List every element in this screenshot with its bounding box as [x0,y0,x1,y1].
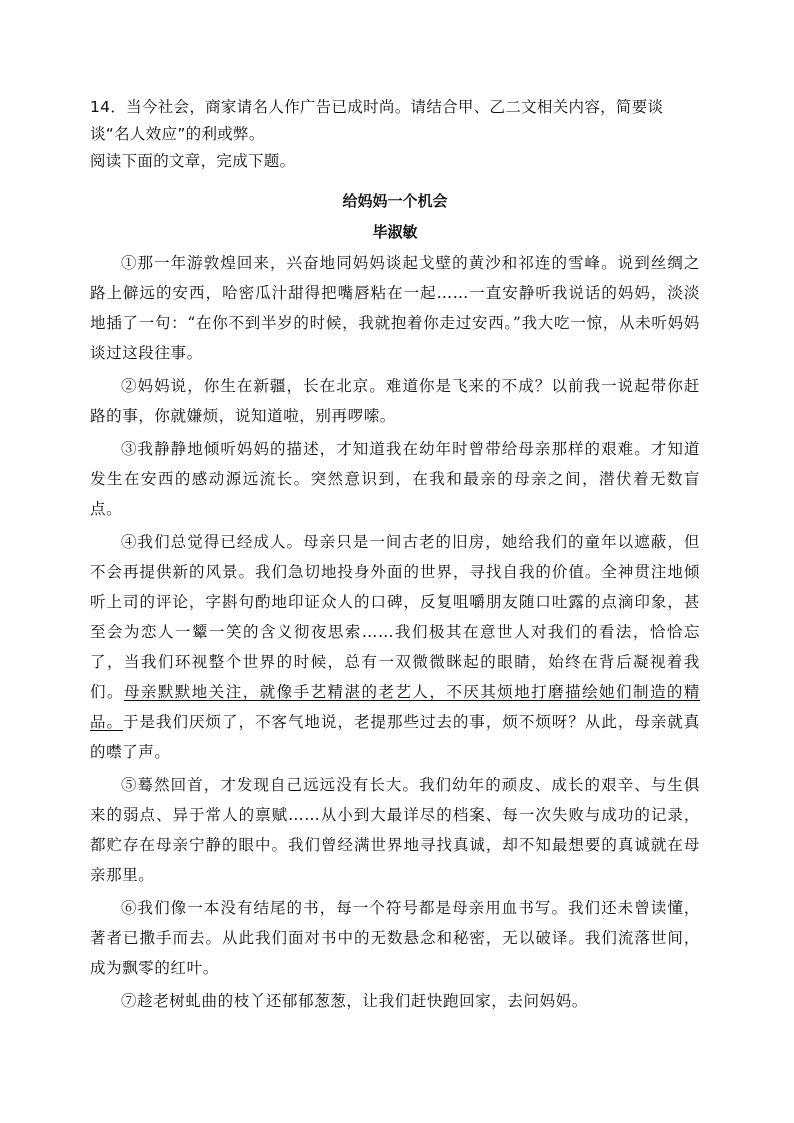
question-block [90,94,700,175]
reading-instruction: 阅读下面的文章，完成下题。 [90,152,296,170]
paragraph-7: ⑦趁老树虬曲的枝丫还郁郁葱葱，让我们赶快跑回家，去问妈妈。 [121,992,588,1010]
paragraph-5: ⑤蓦然回首，才发现自己远远没有长大。我们幼年的顽皮、成长的艰辛、与生俱来的弱点、异于常人的禀赋……从小到大最详尽的档案、每一次失败与成功的记录，都贮存在母亲宁静的眼中。我们曾经满世界地寻找真诚，却不知最想要的真诚就在母亲那里。 [90,776,700,884]
paragraph-1: ①那一年游敦煌回来，兴奋地同妈妈谈起戈壁的黄沙和祁连的雪峰。说到丝绸之路上僻远的安西，哈密瓜汁甜得把嘴唇粘在一起……一直安静听我说话的妈妈，淡淡地插了一句：“在你不到半岁的时候，我就抱着你走过安西。”我大吃一惊，从未听妈妈谈过这段往事。 [90,254,700,362]
article-title: 给妈妈一个机会 [342,192,448,210]
paragraph-2: ②妈妈说，你生在新疆，长在北京。难道你是飞来的不成？以前我一说起带你赶路的事，你就嫌烦，说知道啦，别再啰嗦。 [90,377,700,425]
paragraph-4-part-1: ④我们总觉得已经成人。母亲只是一间古老的旧房，她给我们的童年以遮蔽，但不会再提供新的风景。我们急切地投身外面的世界，寻找自我的价值。全神贯注地倾听上司的评论，字斟句酌地印证众人的口碑，反复咀嚼朋友随口吐露的点滴印象，甚至会为恋人一颦一笑的含义彻夜思索……我们极其在意世人对我们的看法，恰恰忘了，当我们环视整个世界的时候，总有一双微微眯起的眼睛，始终在背后凝视着我们。 [90,533,700,701]
paragraph-4-part-2: 于是我们厌烦了，不客气地说，老提那些过去的事，烦不烦呀？从此，母亲就真的噤了声。 [90,713,700,761]
paragraph-4 [90,527,700,767]
paragraph-3: ③我静静地倾听妈妈的描述，才知道我在幼年时曾带给母亲那样的艰难。才知道发生在安西的感动源远流长。突然意识到，在我和最亲的母亲之间，潜伏着无数盲点。 [90,440,700,518]
underlined-sentence: 母亲默默地关注，就像手艺精湛的老艺人，不厌其烦地打磨描绘她们制造的精品。 [90,683,700,731]
question-14: 14．当今社会，商家请名人作广告已成时尚。请结合甲、乙二文相关内容，简要谈谈“名人效应”的利或弊。 [90,98,664,143]
paragraph-6: ⑥我们像一本没有结尾的书，每一个符号都是母亲用血书写。我们还未曾读懂，著者已撒手而去。从此我们面对书中的无数悬念和秘密，无以破译。我们流落世间，成为飘零的红叶。 [90,899,700,977]
article-body [90,248,700,1019]
article-author: 毕淑敏 [372,223,418,241]
